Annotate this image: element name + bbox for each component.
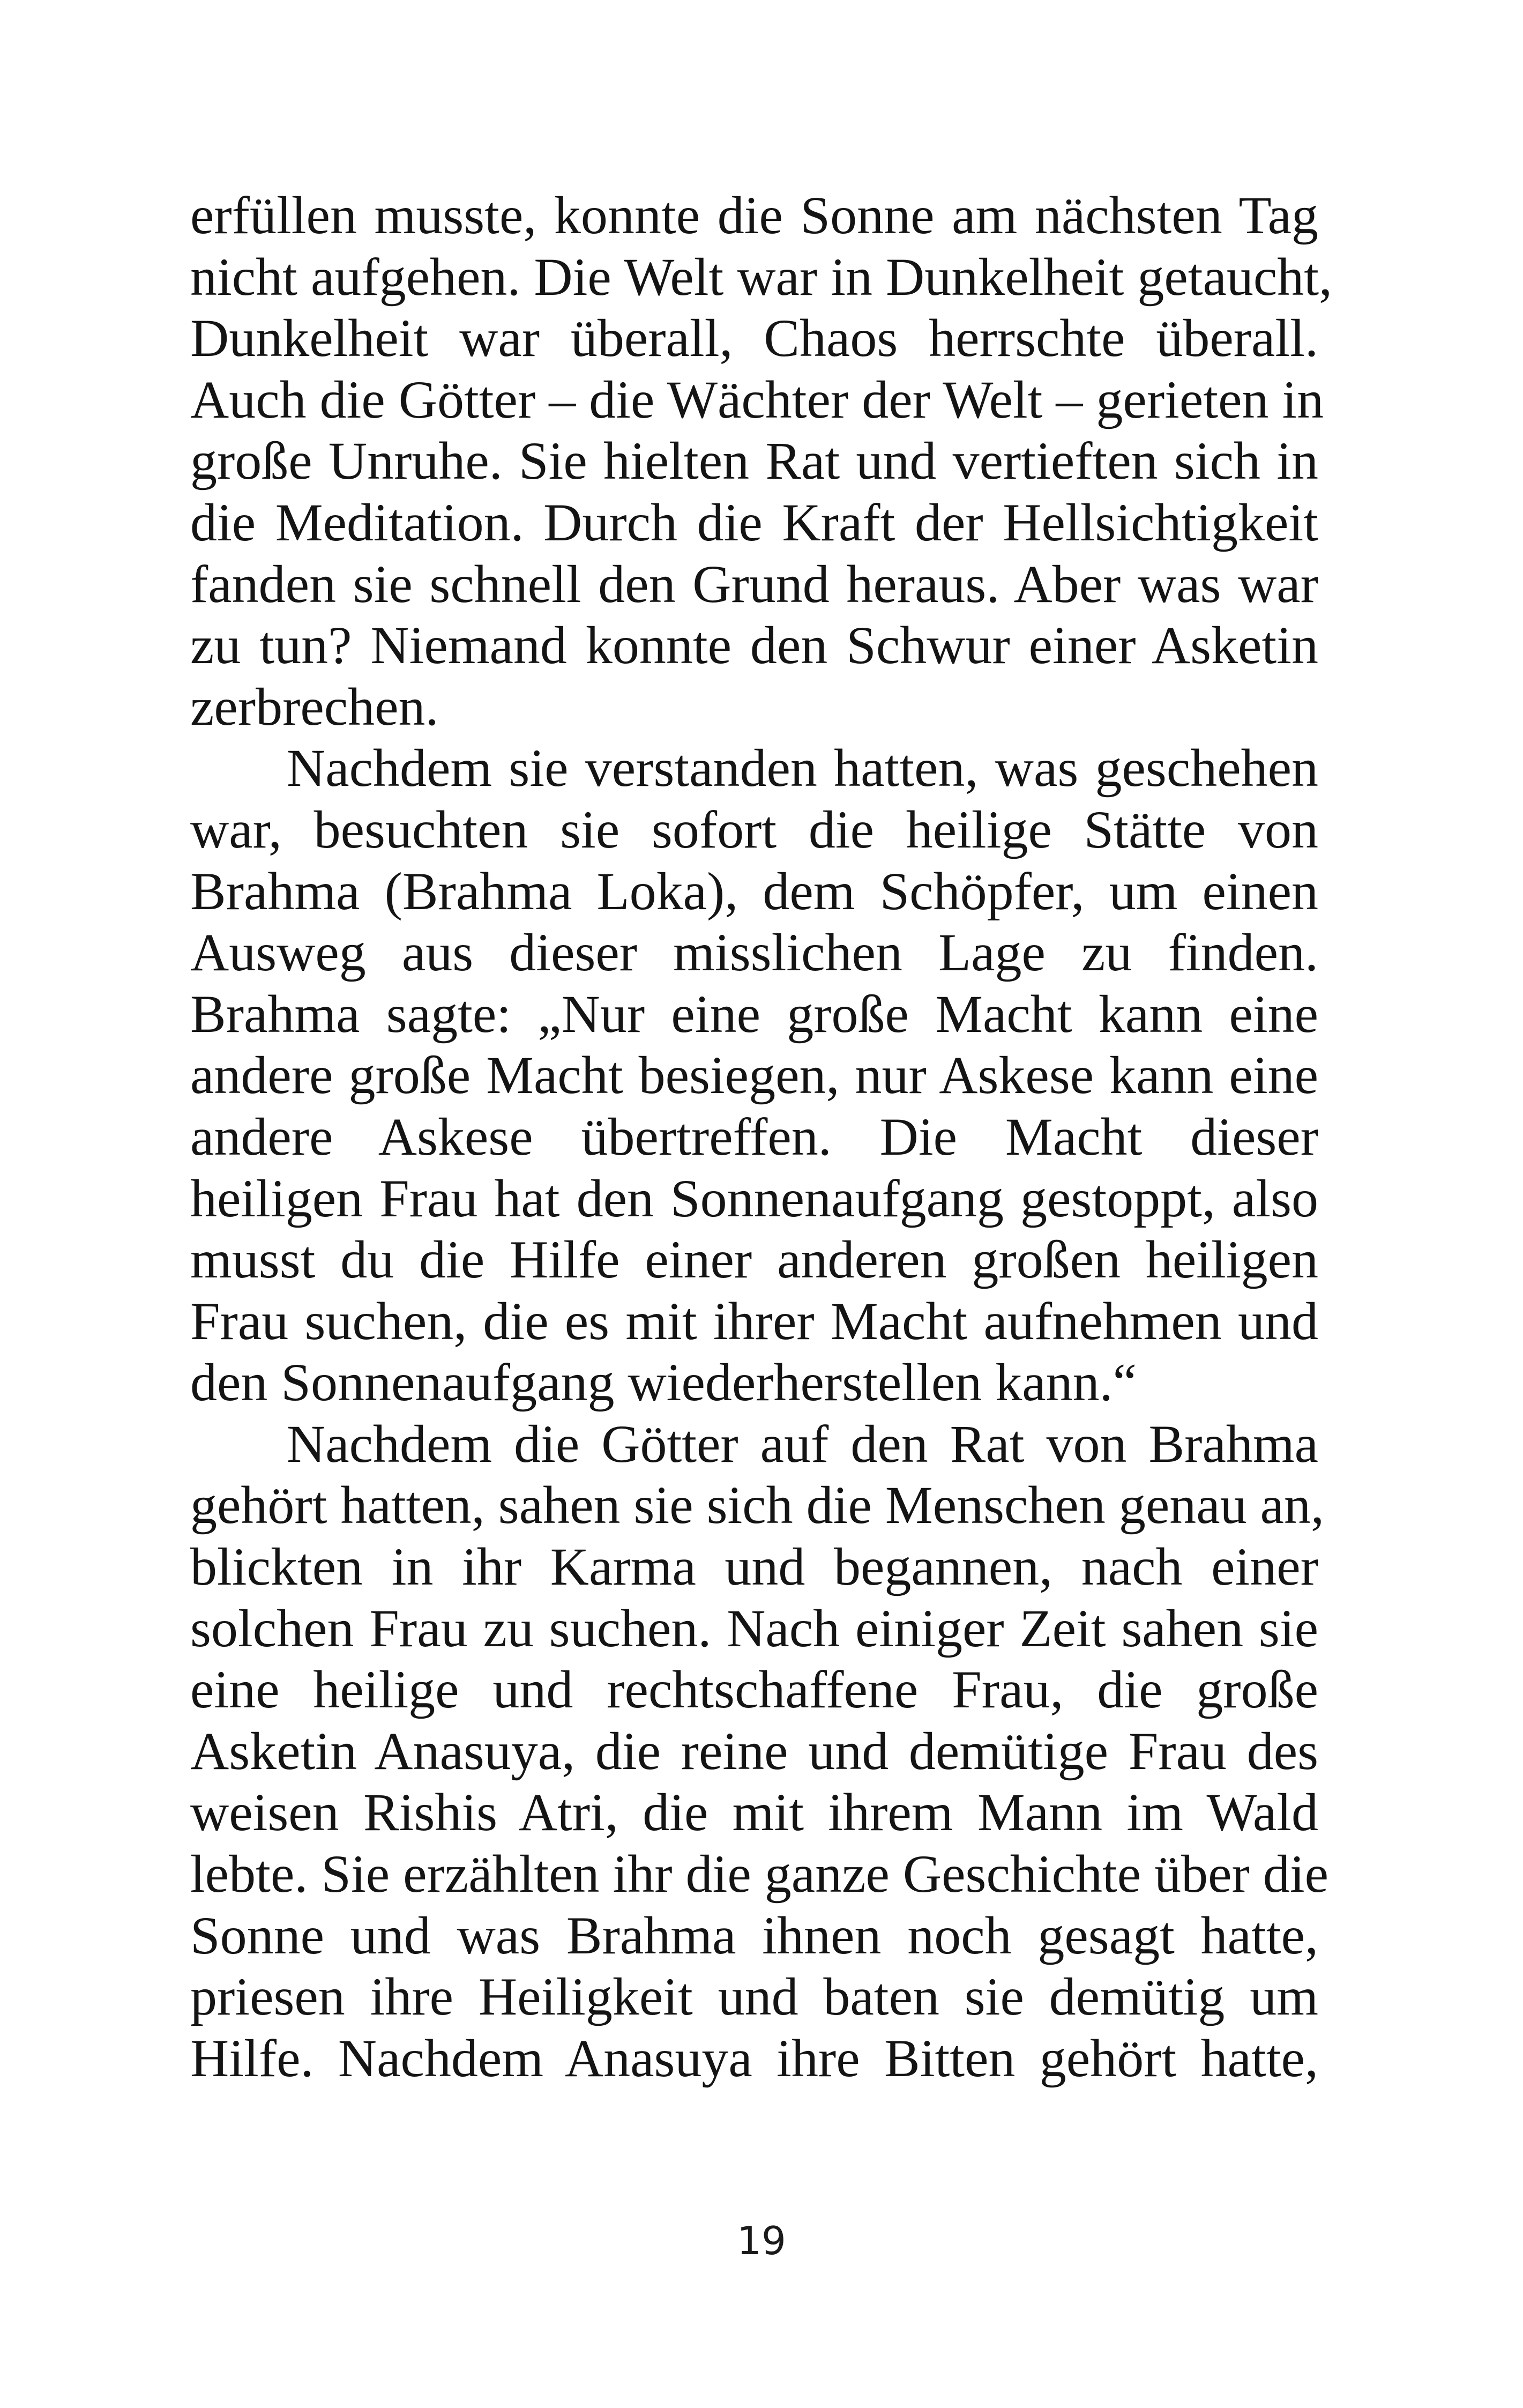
text-line: Nachdem die Götter auf den Rat von Brahma xyxy=(287,1414,1318,1474)
text-line: Brahma sagte: „Nur eine große Macht kann eine xyxy=(190,984,1318,1044)
body-text xyxy=(190,185,1333,2089)
text-line: musst du die Hilfe einer anderen großen heiligen xyxy=(190,1230,1318,1290)
text-line: große Unruhe. Sie hielten Rat und vertieften sich in xyxy=(190,431,1318,491)
text-line: gehört hatten, sahen sie sich die Menschen genau an, xyxy=(190,1475,1324,1535)
text-line: zu tun? Niemand konnte den Schwur einer Asketin xyxy=(190,615,1318,675)
text-line: Dunkelheit war überall, Chaos herrschte überall. xyxy=(190,308,1318,368)
text-line: Asketin Anasuya, die reine und demütige Frau des xyxy=(190,1721,1318,1781)
text-line: Ausweg aus dieser misslichen Lage zu finden. xyxy=(190,923,1318,983)
text-line: solchen Frau zu suchen. Nach einiger Zeit sahen sie xyxy=(190,1598,1318,1658)
text-line: die Meditation. Durch die Kraft der Hellsichtigkeit xyxy=(190,492,1318,552)
text-line: zerbrechen. xyxy=(190,677,439,737)
page-number: 19 xyxy=(737,2218,786,2263)
text-line: heiligen Frau hat den Sonnenaufgang gestoppt, also xyxy=(190,1168,1318,1228)
text-line: lebte. Sie erzählten ihr die ganze Geschichte über die xyxy=(190,1844,1329,1904)
text-line: Nachdem sie verstanden hatten, was geschehen xyxy=(287,738,1318,798)
text-line: blickten in ihr Karma und begannen, nach einer xyxy=(190,1537,1318,1597)
text-line: Auch die Götter – die Wächter der Welt – gerieten in xyxy=(190,369,1324,429)
text-line: war, besuchten sie sofort die heilige Stätte von xyxy=(190,799,1318,859)
text-line: Hilfe. Nachdem Anasuya ihre Bitten gehört hatte, xyxy=(190,2028,1318,2088)
text-line: weisen Rishis Atri, die mit ihrem Mann im Wald xyxy=(190,1782,1318,1842)
text-line: priesen ihre Heiligkeit und baten sie demütig um xyxy=(190,1967,1318,2027)
text-line: fanden sie schnell den Grund heraus. Aber was war xyxy=(190,554,1318,614)
text-line: erfüllen musste, konnte die Sonne am nächsten Tag xyxy=(190,185,1318,245)
text-line: den Sonnenaufgang wiederherstellen kann.“ xyxy=(190,1352,1137,1413)
text-line: andere Askese übertreffen. Die Macht dieser xyxy=(190,1106,1318,1166)
text-line: Frau suchen, die es mit ihrer Macht aufnehmen und xyxy=(190,1291,1318,1351)
text-line: Brahma (Brahma Loka), dem Schöpfer, um einen xyxy=(190,861,1318,921)
text-line: eine heilige und rechtschaffene Frau, die große xyxy=(190,1660,1318,1720)
text-line: nicht aufgehen. Die Welt war in Dunkelheit getaucht, xyxy=(190,247,1333,307)
text-line: Sonne und was Brahma ihnen noch gesagt hatte, xyxy=(190,1905,1318,1965)
text-line: andere große Macht besiegen, nur Askese kann eine xyxy=(190,1045,1318,1105)
